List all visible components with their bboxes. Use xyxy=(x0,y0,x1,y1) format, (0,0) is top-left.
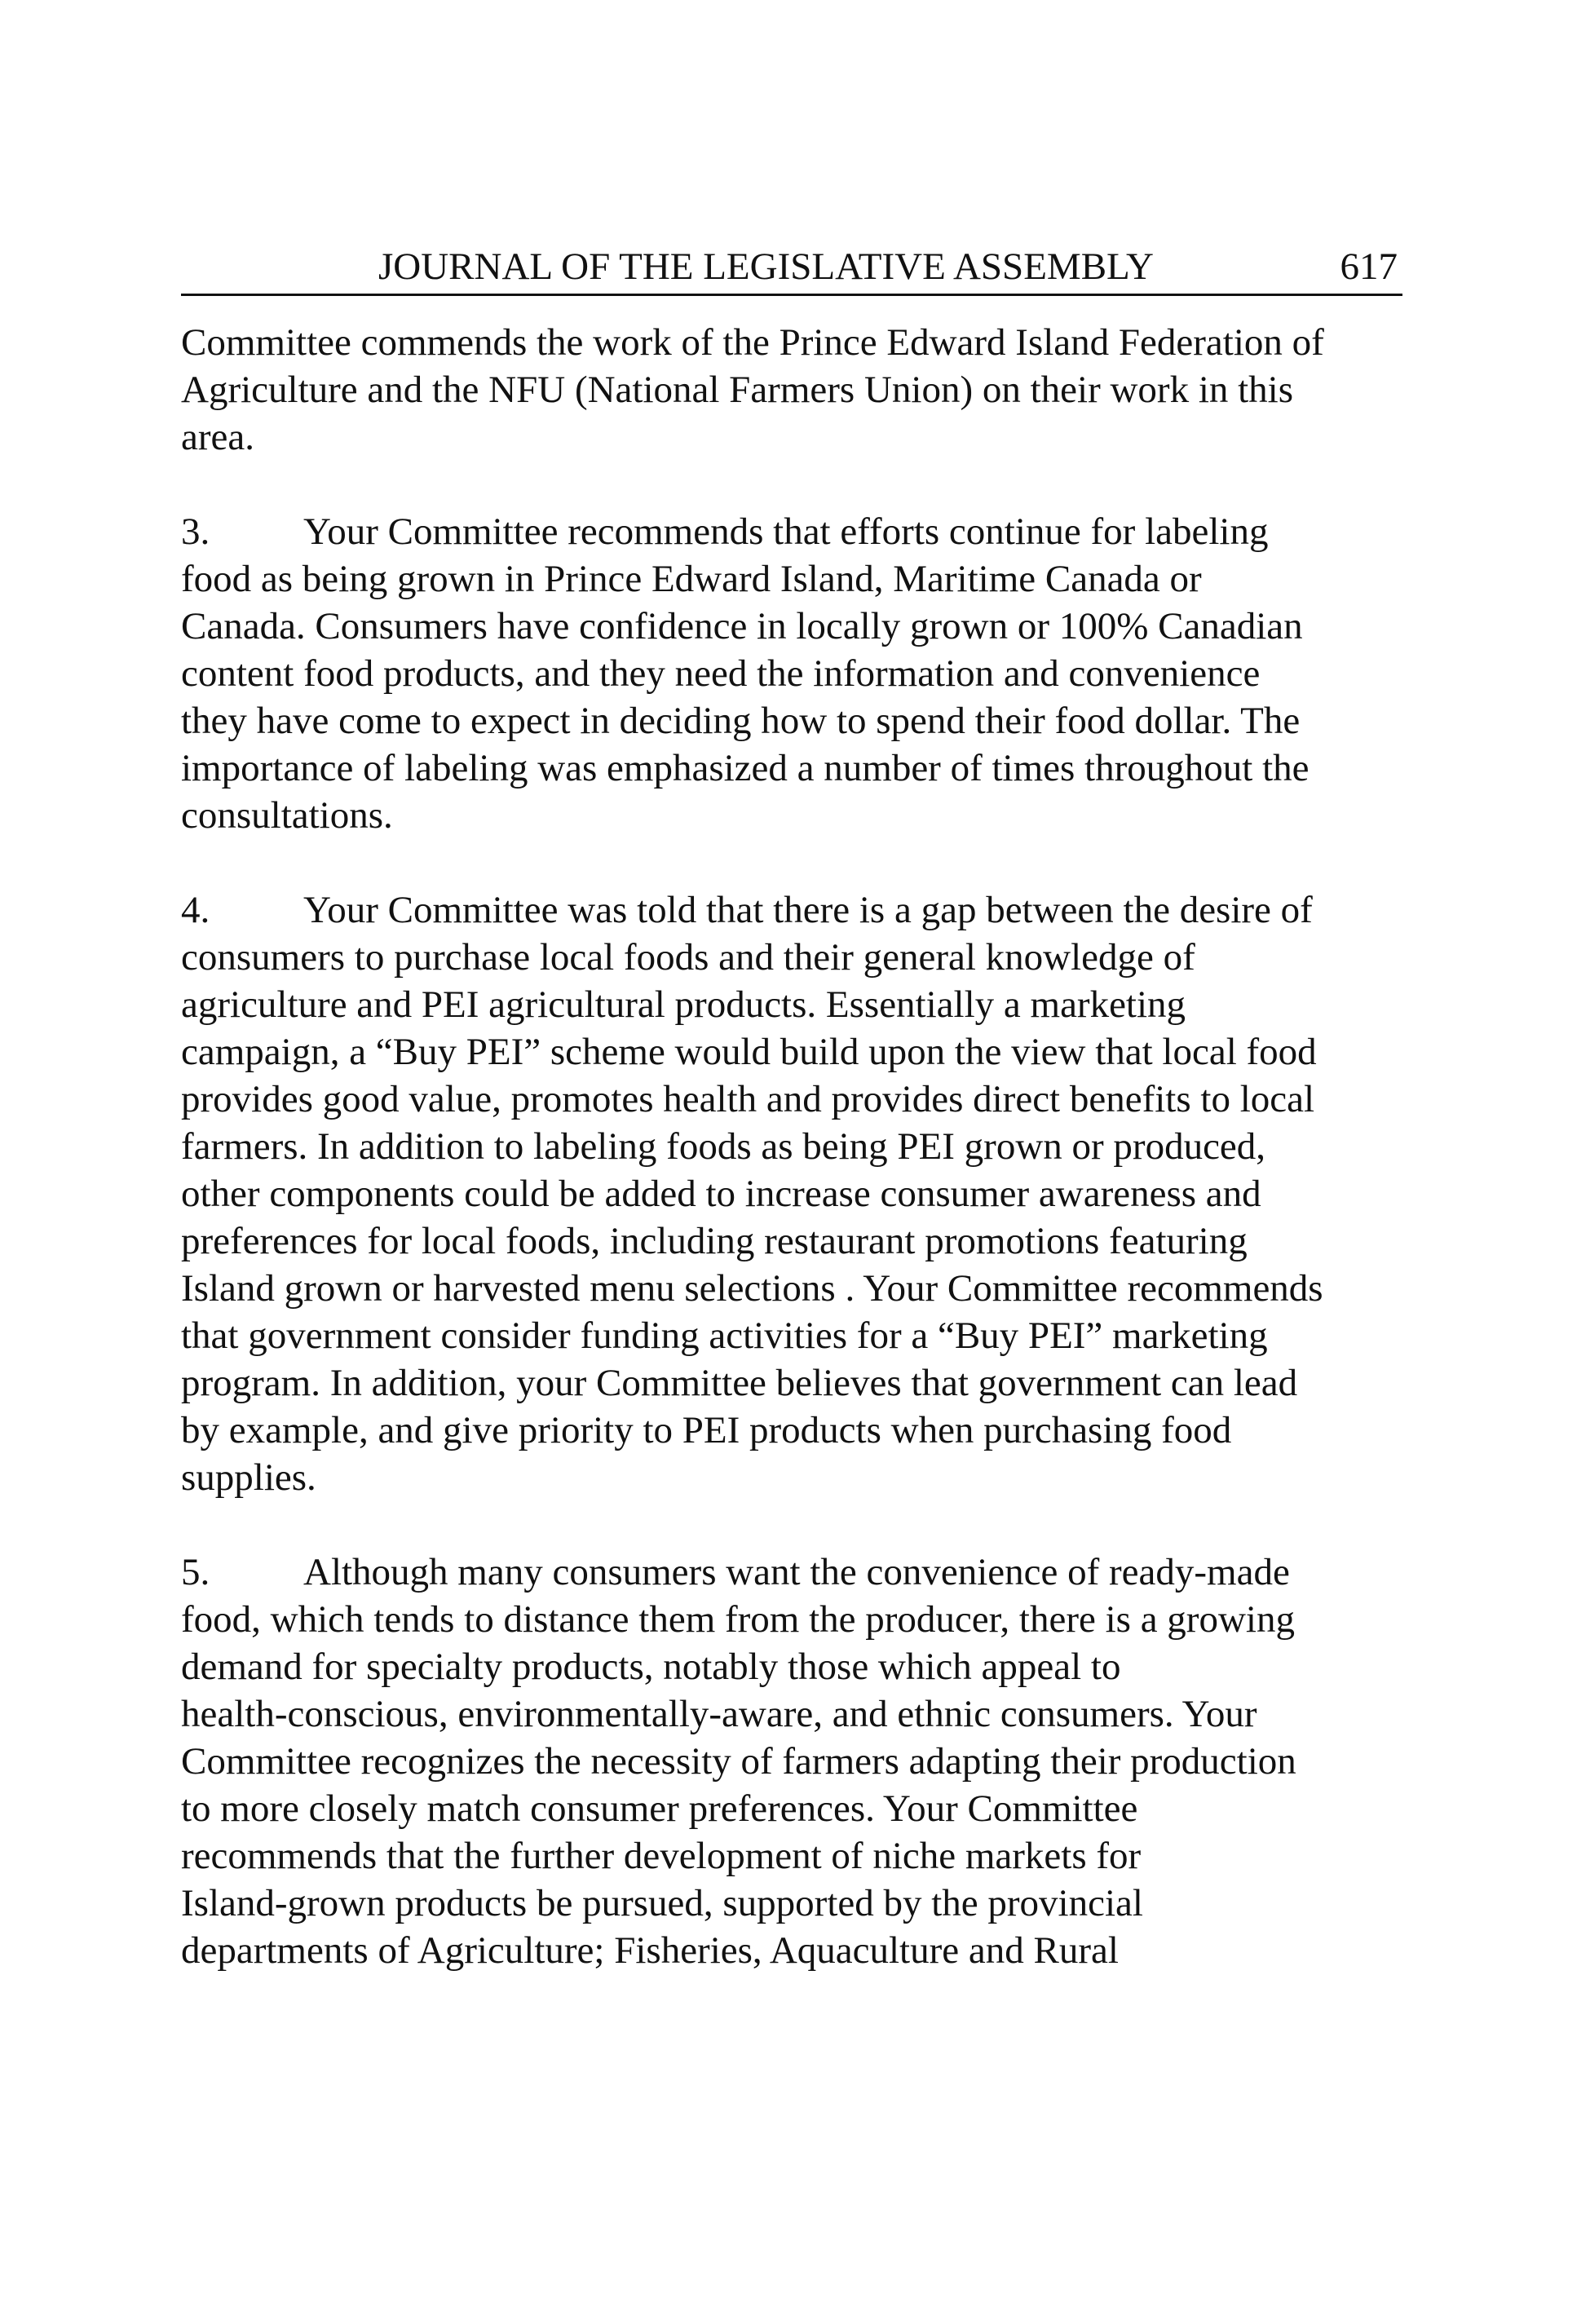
paragraph-number: 4. xyxy=(181,889,210,931)
text-line: consultations. xyxy=(181,794,393,837)
text-line: provides good value, promotes health and provides direct benefits to local xyxy=(181,1078,1315,1120)
text-line-content: Your Committee recommends that efforts continue for labeling xyxy=(303,510,1269,553)
text-line: demand for specialty products, notably those which appeal to xyxy=(181,1646,1121,1688)
text-line: agriculture and PEI agricultural products. Essentially a marketing xyxy=(181,983,1186,1026)
paragraph-4 xyxy=(181,886,1420,1501)
running-header xyxy=(181,241,1402,296)
text-line: campaign, a “Buy PEI” scheme would build upon the view that local food xyxy=(181,1031,1317,1073)
text-line: to more closely match consumer preferences. Your Committee xyxy=(181,1787,1138,1830)
text-line: Canada. Consumers have confidence in locally grown or 100% Canadian xyxy=(181,605,1303,647)
text-line: health-conscious, environmentally-aware, and ethnic consumers. Your xyxy=(181,1693,1257,1735)
text-line: Agriculture and the NFU (National Farmers Union) on their work in this xyxy=(181,369,1294,411)
paragraph-number: 3. xyxy=(181,510,210,553)
text-line xyxy=(181,886,1420,934)
text-line: Island-grown products be pursued, supported by the provincial xyxy=(181,1882,1143,1924)
text-line: Committee recognizes the necessity of farmers adapting their production xyxy=(181,1740,1296,1783)
text-line: Committee commends the work of the Prince Edward Island Federation of xyxy=(181,321,1324,364)
page-number: 617 xyxy=(1340,245,1398,288)
text-line xyxy=(181,508,1420,555)
text-line: farmers. In addition to labeling foods as being PEI grown or produced, xyxy=(181,1125,1266,1168)
text-line: they have come to expect in deciding how to spend their food dollar. The xyxy=(181,700,1301,742)
text-line-content: Although many consumers want the convenience of ready-made xyxy=(303,1551,1290,1593)
text-line: importance of labeling was emphasized a number of times throughout the xyxy=(181,747,1310,789)
text-line-content: Your Committee was told that there is a gap between the desire of xyxy=(303,889,1313,931)
text-line: area. xyxy=(181,416,254,458)
running-title: JOURNAL OF THE LEGISLATIVE ASSEMBLY xyxy=(378,245,1154,288)
text-line: other components could be added to increase consumer awareness and xyxy=(181,1173,1261,1215)
text-line: Island grown or harvested menu selections . Your Committee recommends xyxy=(181,1267,1323,1310)
paragraph-5 xyxy=(181,1549,1420,1974)
text-line: content food products, and they need the information and convenience xyxy=(181,652,1261,695)
text-line xyxy=(181,1549,1420,1596)
text-line: that government consider funding activities for a “Buy PEI” marketing xyxy=(181,1314,1268,1357)
text-line: preferences for local foods, including restaurant promotions featuring xyxy=(181,1220,1248,1262)
body-text xyxy=(181,319,1420,2021)
text-line: consumers to purchase local foods and their general knowledge of xyxy=(181,936,1195,979)
text-line: food as being grown in Prince Edward Island, Maritime Canada or xyxy=(181,558,1202,600)
text-line: supplies. xyxy=(181,1456,316,1499)
text-line: by example, and give priority to PEI products when purchasing food xyxy=(181,1409,1232,1451)
text-line: recommends that the further development of niche markets for xyxy=(181,1835,1142,1877)
paragraph-3 xyxy=(181,508,1420,839)
paragraph-number: 5. xyxy=(181,1551,210,1593)
text-line: departments of Agriculture; Fisheries, Aquaculture and Rural xyxy=(181,1929,1119,1972)
paragraph-continuation xyxy=(181,319,1420,461)
text-line: food, which tends to distance them from the producer, there is a growing xyxy=(181,1598,1295,1641)
text-line: program. In addition, your Committee believes that government can lead xyxy=(181,1362,1298,1404)
